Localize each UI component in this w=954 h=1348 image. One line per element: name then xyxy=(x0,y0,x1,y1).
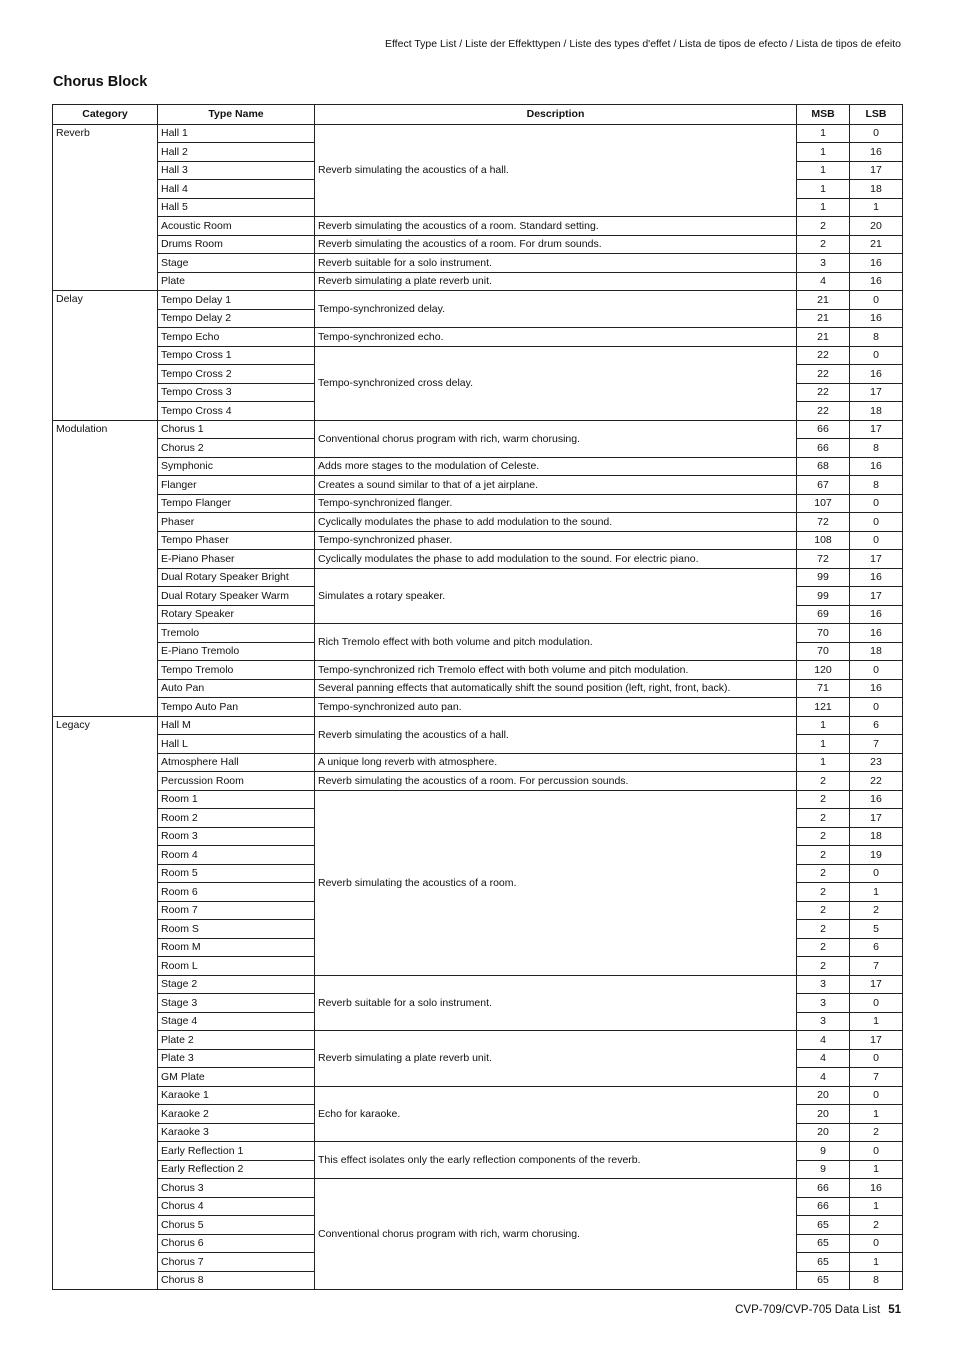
type-name-cell: Room 4 xyxy=(158,846,315,865)
type-name-cell: Tempo Echo xyxy=(158,328,315,347)
table-row xyxy=(53,679,903,698)
type-name-cell: Acoustic Room xyxy=(158,217,315,236)
msb-cell: 1 xyxy=(797,716,850,735)
lsb-cell: 6 xyxy=(850,716,903,735)
lsb-cell: 16 xyxy=(850,254,903,273)
msb-cell: 4 xyxy=(797,1049,850,1068)
msb-cell: 20 xyxy=(797,1123,850,1142)
type-name-cell: Tempo Auto Pan xyxy=(158,698,315,717)
category-cell: Modulation xyxy=(53,420,158,716)
msb-cell: 69 xyxy=(797,605,850,624)
type-name-cell: Room 1 xyxy=(158,790,315,809)
type-name-cell: Plate 3 xyxy=(158,1049,315,1068)
lsb-cell: 16 xyxy=(850,272,903,291)
description-cell: Reverb suitable for a solo instrument. xyxy=(315,975,797,1031)
table-row xyxy=(53,975,903,994)
type-name-cell: Hall L xyxy=(158,735,315,754)
table-row xyxy=(53,790,903,809)
msb-cell: 71 xyxy=(797,679,850,698)
description-cell: Reverb simulating the acoustics of a room. For percussion sounds. xyxy=(315,772,797,791)
lsb-cell: 18 xyxy=(850,180,903,199)
msb-cell: 2 xyxy=(797,938,850,957)
table-row xyxy=(53,753,903,772)
msb-cell: 65 xyxy=(797,1271,850,1290)
msb-cell: 21 xyxy=(797,291,850,310)
table-row xyxy=(53,772,903,791)
msb-cell: 99 xyxy=(797,568,850,587)
msb-cell: 2 xyxy=(797,883,850,902)
type-name-cell: Room 3 xyxy=(158,827,315,846)
msb-cell: 9 xyxy=(797,1160,850,1179)
lsb-cell: 0 xyxy=(850,698,903,717)
lsb-cell: 16 xyxy=(850,568,903,587)
lsb-cell: 17 xyxy=(850,587,903,606)
msb-cell: 22 xyxy=(797,365,850,384)
lsb-cell: 6 xyxy=(850,938,903,957)
lsb-cell: 16 xyxy=(850,624,903,643)
msb-cell: 20 xyxy=(797,1086,850,1105)
msb-cell: 2 xyxy=(797,901,850,920)
lsb-cell: 16 xyxy=(850,457,903,476)
msb-cell: 20 xyxy=(797,1105,850,1124)
lsb-cell: 17 xyxy=(850,975,903,994)
table-row xyxy=(53,531,903,550)
type-name-cell: Hall M xyxy=(158,716,315,735)
type-name-cell: Rotary Speaker xyxy=(158,605,315,624)
table-row xyxy=(53,291,903,310)
type-name-cell: Drums Room xyxy=(158,235,315,254)
lsb-cell: 0 xyxy=(850,1086,903,1105)
msb-cell: 3 xyxy=(797,994,850,1013)
lsb-cell: 0 xyxy=(850,531,903,550)
type-name-cell: Room 6 xyxy=(158,883,315,902)
effect-type-table xyxy=(52,104,903,1290)
lsb-cell: 0 xyxy=(850,1142,903,1161)
msb-cell: 4 xyxy=(797,272,850,291)
type-name-cell: GM Plate xyxy=(158,1068,315,1087)
description-cell: Tempo-synchronized cross delay. xyxy=(315,346,797,420)
table-body xyxy=(53,124,903,1290)
msb-cell: 2 xyxy=(797,790,850,809)
lsb-cell: 16 xyxy=(850,790,903,809)
footer-model: CVP-709/CVP-705 Data List xyxy=(735,1304,881,1316)
lsb-cell: 16 xyxy=(850,365,903,384)
lsb-cell: 18 xyxy=(850,642,903,661)
lsb-cell: 0 xyxy=(850,864,903,883)
table-row xyxy=(53,457,903,476)
type-name-cell: E-Piano Phaser xyxy=(158,550,315,569)
msb-cell: 2 xyxy=(797,846,850,865)
category-cell: Delay xyxy=(53,291,158,421)
type-name-cell: Room 5 xyxy=(158,864,315,883)
lsb-cell: 20 xyxy=(850,217,903,236)
msb-cell: 3 xyxy=(797,1012,850,1031)
lsb-cell: 16 xyxy=(850,605,903,624)
msb-cell: 9 xyxy=(797,1142,850,1161)
lsb-cell: 18 xyxy=(850,827,903,846)
type-name-cell: Flanger xyxy=(158,476,315,495)
msb-cell: 120 xyxy=(797,661,850,680)
msb-cell: 2 xyxy=(797,772,850,791)
msb-cell: 99 xyxy=(797,587,850,606)
lsb-cell: 17 xyxy=(850,383,903,402)
msb-cell: 2 xyxy=(797,864,850,883)
table-row xyxy=(53,716,903,735)
msb-cell: 4 xyxy=(797,1031,850,1050)
msb-cell: 65 xyxy=(797,1234,850,1253)
type-name-cell: Tempo Phaser xyxy=(158,531,315,550)
table-row xyxy=(53,568,903,587)
table-row xyxy=(53,1031,903,1050)
table-row xyxy=(53,476,903,495)
type-name-cell: Karaoke 3 xyxy=(158,1123,315,1142)
column-header-description: Description xyxy=(315,105,797,125)
description-cell: Conventional chorus program with rich, warm chorusing. xyxy=(315,1179,797,1290)
lsb-cell: 17 xyxy=(850,809,903,828)
lsb-cell: 0 xyxy=(850,1049,903,1068)
lsb-cell: 1 xyxy=(850,1197,903,1216)
type-name-cell: Hall 2 xyxy=(158,143,315,162)
msb-cell: 4 xyxy=(797,1068,850,1087)
type-name-cell: Dual Rotary Speaker Warm xyxy=(158,587,315,606)
description-cell: Echo for karaoke. xyxy=(315,1086,797,1142)
table-row xyxy=(53,494,903,513)
msb-cell: 65 xyxy=(797,1253,850,1272)
lsb-cell: 16 xyxy=(850,143,903,162)
lsb-cell: 8 xyxy=(850,476,903,495)
page-footer xyxy=(735,1304,901,1316)
column-header-type-name: Type Name xyxy=(158,105,315,125)
msb-cell: 3 xyxy=(797,975,850,994)
type-name-cell: Tempo Cross 3 xyxy=(158,383,315,402)
table-row xyxy=(53,217,903,236)
table-row xyxy=(53,124,903,143)
lsb-cell: 17 xyxy=(850,420,903,439)
table-row xyxy=(53,624,903,643)
type-name-cell: Tempo Tremolo xyxy=(158,661,315,680)
table-row xyxy=(53,1086,903,1105)
type-name-cell: Chorus 6 xyxy=(158,1234,315,1253)
lsb-cell: 5 xyxy=(850,920,903,939)
lsb-cell: 21 xyxy=(850,235,903,254)
type-name-cell: Tempo Delay 2 xyxy=(158,309,315,328)
table-row xyxy=(53,661,903,680)
lsb-cell: 2 xyxy=(850,901,903,920)
type-name-cell: Chorus 3 xyxy=(158,1179,315,1198)
description-cell: Several panning effects that automatically shift the sound position (left, right, front, back). xyxy=(315,679,797,698)
msb-cell: 1 xyxy=(797,735,850,754)
page-number: 51 xyxy=(888,1304,901,1316)
msb-cell: 66 xyxy=(797,439,850,458)
type-name-cell: Hall 5 xyxy=(158,198,315,217)
lsb-cell: 7 xyxy=(850,735,903,754)
msb-cell: 2 xyxy=(797,809,850,828)
lsb-cell: 22 xyxy=(850,772,903,791)
table-row xyxy=(53,513,903,532)
lsb-cell: 7 xyxy=(850,957,903,976)
type-name-cell: Chorus 8 xyxy=(158,1271,315,1290)
type-name-cell: Hall 4 xyxy=(158,180,315,199)
msb-cell: 1 xyxy=(797,753,850,772)
lsb-cell: 1 xyxy=(850,198,903,217)
lsb-cell: 17 xyxy=(850,550,903,569)
type-name-cell: Karaoke 1 xyxy=(158,1086,315,1105)
lsb-cell: 23 xyxy=(850,753,903,772)
lsb-cell: 0 xyxy=(850,494,903,513)
lsb-cell: 18 xyxy=(850,402,903,421)
msb-cell: 22 xyxy=(797,383,850,402)
msb-cell: 70 xyxy=(797,642,850,661)
msb-cell: 2 xyxy=(797,920,850,939)
msb-cell: 108 xyxy=(797,531,850,550)
table-row xyxy=(53,420,903,439)
type-name-cell: Room S xyxy=(158,920,315,939)
msb-cell: 1 xyxy=(797,161,850,180)
type-name-cell: Atmosphere Hall xyxy=(158,753,315,772)
table-header-row xyxy=(53,105,903,125)
lsb-cell: 16 xyxy=(850,309,903,328)
type-name-cell: Symphonic xyxy=(158,457,315,476)
type-name-cell: Plate xyxy=(158,272,315,291)
lsb-cell: 16 xyxy=(850,679,903,698)
msb-cell: 21 xyxy=(797,309,850,328)
type-name-cell: Stage 2 xyxy=(158,975,315,994)
type-name-cell: Room L xyxy=(158,957,315,976)
type-name-cell: Auto Pan xyxy=(158,679,315,698)
description-cell: Reverb simulating the acoustics of a room. Standard setting. xyxy=(315,217,797,236)
type-name-cell: Chorus 2 xyxy=(158,439,315,458)
lsb-cell: 7 xyxy=(850,1068,903,1087)
description-cell: Simulates a rotary speaker. xyxy=(315,568,797,624)
type-name-cell: Stage 4 xyxy=(158,1012,315,1031)
description-cell: Tempo-synchronized rich Tremolo effect with both volume and pitch modulation. xyxy=(315,661,797,680)
table-row xyxy=(53,1179,903,1198)
lsb-cell: 16 xyxy=(850,1179,903,1198)
description-cell: Tempo-synchronized auto pan. xyxy=(315,698,797,717)
description-cell: Reverb simulating the acoustics of a hall. xyxy=(315,124,797,217)
type-name-cell: Chorus 7 xyxy=(158,1253,315,1272)
type-name-cell: Tempo Cross 2 xyxy=(158,365,315,384)
msb-cell: 3 xyxy=(797,254,850,273)
description-cell: Cyclically modulates the phase to add modulation to the sound. For electric piano. xyxy=(315,550,797,569)
description-cell: A unique long reverb with atmosphere. xyxy=(315,753,797,772)
description-cell: Tempo-synchronized phaser. xyxy=(315,531,797,550)
type-name-cell: Chorus 1 xyxy=(158,420,315,439)
type-name-cell: Percussion Room xyxy=(158,772,315,791)
type-name-cell: Tempo Cross 1 xyxy=(158,346,315,365)
msb-cell: 70 xyxy=(797,624,850,643)
lsb-cell: 0 xyxy=(850,513,903,532)
column-header-lsb: LSB xyxy=(850,105,903,125)
msb-cell: 22 xyxy=(797,346,850,365)
lsb-cell: 17 xyxy=(850,1031,903,1050)
description-cell: Tempo-synchronized flanger. xyxy=(315,494,797,513)
lsb-cell: 8 xyxy=(850,328,903,347)
category-cell: Reverb xyxy=(53,124,158,291)
description-cell: Tempo-synchronized echo. xyxy=(315,328,797,347)
msb-cell: 2 xyxy=(797,217,850,236)
type-name-cell: Tempo Flanger xyxy=(158,494,315,513)
msb-cell: 68 xyxy=(797,457,850,476)
type-name-cell: E-Piano Tremolo xyxy=(158,642,315,661)
lsb-cell: 1 xyxy=(850,1012,903,1031)
description-cell: Reverb simulating the acoustics of a hall. xyxy=(315,716,797,753)
msb-cell: 121 xyxy=(797,698,850,717)
description-cell: Reverb simulating the acoustics of a room. For drum sounds. xyxy=(315,235,797,254)
lsb-cell: 1 xyxy=(850,1253,903,1272)
msb-cell: 2 xyxy=(797,827,850,846)
lsb-cell: 1 xyxy=(850,1160,903,1179)
table-row xyxy=(53,328,903,347)
table-row xyxy=(53,550,903,569)
description-cell: Tempo-synchronized delay. xyxy=(315,291,797,328)
table-row xyxy=(53,272,903,291)
type-name-cell: Room M xyxy=(158,938,315,957)
type-name-cell: Tremolo xyxy=(158,624,315,643)
type-name-cell: Chorus 5 xyxy=(158,1216,315,1235)
description-cell: Reverb simulating the acoustics of a room. xyxy=(315,790,797,975)
type-name-cell: Hall 3 xyxy=(158,161,315,180)
type-name-cell: Dual Rotary Speaker Bright xyxy=(158,568,315,587)
msb-cell: 2 xyxy=(797,235,850,254)
description-cell: Adds more stages to the modulation of Celeste. xyxy=(315,457,797,476)
lsb-cell: 0 xyxy=(850,346,903,365)
table-row xyxy=(53,254,903,273)
msb-cell: 1 xyxy=(797,124,850,143)
lsb-cell: 2 xyxy=(850,1123,903,1142)
msb-cell: 66 xyxy=(797,420,850,439)
table-row xyxy=(53,698,903,717)
description-cell: Reverb suitable for a solo instrument. xyxy=(315,254,797,273)
lsb-cell: 0 xyxy=(850,661,903,680)
msb-cell: 66 xyxy=(797,1197,850,1216)
table-row xyxy=(53,346,903,365)
lsb-cell: 1 xyxy=(850,1105,903,1124)
type-name-cell: Room 2 xyxy=(158,809,315,828)
type-name-cell: Room 7 xyxy=(158,901,315,920)
page-header: Effect Type List / Liste der Effekttypen / Liste des types d'effet / Lista de tipos de efecto / Lista de tipos de efeito xyxy=(384,38,901,50)
lsb-cell: 0 xyxy=(850,124,903,143)
type-name-cell: Tempo Cross 4 xyxy=(158,402,315,421)
category-cell: Legacy xyxy=(53,716,158,1290)
table-row xyxy=(53,1142,903,1161)
section-title: Chorus Block xyxy=(53,74,148,90)
type-name-cell: Phaser xyxy=(158,513,315,532)
description-cell: Reverb simulating a plate reverb unit. xyxy=(315,272,797,291)
msb-cell: 1 xyxy=(797,180,850,199)
description-cell: Cyclically modulates the phase to add modulation to the sound. xyxy=(315,513,797,532)
msb-cell: 67 xyxy=(797,476,850,495)
type-name-cell: Early Reflection 2 xyxy=(158,1160,315,1179)
msb-cell: 66 xyxy=(797,1179,850,1198)
type-name-cell: Stage 3 xyxy=(158,994,315,1013)
lsb-cell: 0 xyxy=(850,291,903,310)
msb-cell: 21 xyxy=(797,328,850,347)
description-cell: Creates a sound similar to that of a jet airplane. xyxy=(315,476,797,495)
msb-cell: 2 xyxy=(797,957,850,976)
description-cell: Conventional chorus program with rich, warm chorusing. xyxy=(315,420,797,457)
lsb-cell: 8 xyxy=(850,1271,903,1290)
lsb-cell: 17 xyxy=(850,161,903,180)
lsb-cell: 1 xyxy=(850,883,903,902)
type-name-cell: Tempo Delay 1 xyxy=(158,291,315,310)
lsb-cell: 0 xyxy=(850,1234,903,1253)
column-header-msb: MSB xyxy=(797,105,850,125)
msb-cell: 72 xyxy=(797,550,850,569)
type-name-cell: Chorus 4 xyxy=(158,1197,315,1216)
description-cell: Reverb simulating a plate reverb unit. xyxy=(315,1031,797,1087)
msb-cell: 72 xyxy=(797,513,850,532)
msb-cell: 65 xyxy=(797,1216,850,1235)
description-cell: Rich Tremolo effect with both volume and pitch modulation. xyxy=(315,624,797,661)
lsb-cell: 19 xyxy=(850,846,903,865)
table-row xyxy=(53,235,903,254)
type-name-cell: Plate 2 xyxy=(158,1031,315,1050)
type-name-cell: Hall 1 xyxy=(158,124,315,143)
msb-cell: 1 xyxy=(797,198,850,217)
msb-cell: 107 xyxy=(797,494,850,513)
column-header-category: Category xyxy=(53,105,158,125)
type-name-cell: Early Reflection 1 xyxy=(158,1142,315,1161)
type-name-cell: Karaoke 2 xyxy=(158,1105,315,1124)
lsb-cell: 0 xyxy=(850,994,903,1013)
lsb-cell: 8 xyxy=(850,439,903,458)
msb-cell: 1 xyxy=(797,143,850,162)
description-cell: This effect isolates only the early reflection components of the reverb. xyxy=(315,1142,797,1179)
type-name-cell: Stage xyxy=(158,254,315,273)
lsb-cell: 2 xyxy=(850,1216,903,1235)
msb-cell: 22 xyxy=(797,402,850,421)
